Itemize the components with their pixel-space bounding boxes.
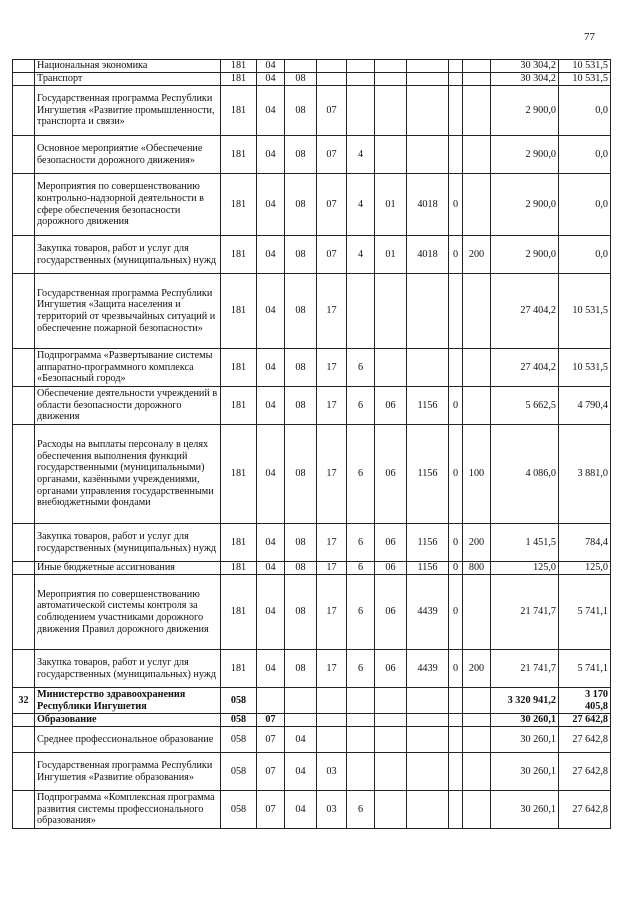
ministry-code: 058	[221, 688, 257, 714]
row-name: Транспорт	[35, 73, 221, 86]
row-number	[13, 753, 35, 791]
ministry-code: 181	[221, 524, 257, 562]
table-row	[13, 136, 611, 174]
row-name: Национальная экономика	[35, 60, 221, 73]
amount-2018: 30 304,2	[491, 73, 559, 86]
row-number	[13, 524, 35, 562]
program-code: 03	[317, 791, 347, 829]
table-row	[13, 236, 611, 274]
amount-2018: 30 260,1	[491, 753, 559, 791]
section-code: 04	[257, 274, 285, 349]
program-code: 07	[317, 174, 347, 236]
row-number	[13, 650, 35, 688]
expense-type-code	[463, 714, 491, 727]
program-code: 17	[317, 575, 347, 650]
subsection-code: 08	[285, 387, 317, 425]
subsection-code: 08	[285, 575, 317, 650]
section-code: 04	[257, 562, 285, 575]
row-name: Образование	[35, 714, 221, 727]
table-row	[13, 575, 611, 650]
subsection-code: 08	[285, 86, 317, 136]
amount-2018: 21 741,7	[491, 575, 559, 650]
event-code	[375, 753, 407, 791]
subprogram-code: 6	[347, 575, 375, 650]
suffix-code	[449, 60, 463, 73]
subsection-code: 08	[285, 274, 317, 349]
section-code: 04	[257, 387, 285, 425]
amount-2018: 3 320 941,2	[491, 688, 559, 714]
amount-2019: 4 790,4	[559, 387, 611, 425]
direction-code	[407, 86, 449, 136]
amount-2018: 30 304,2	[491, 60, 559, 73]
amount-2019: 784,4	[559, 524, 611, 562]
program-code: 03	[317, 753, 347, 791]
subsection-code: 08	[285, 136, 317, 174]
direction-code	[407, 60, 449, 73]
section-code: 04	[257, 60, 285, 73]
suffix-code: 0	[449, 524, 463, 562]
ministry-code: 181	[221, 650, 257, 688]
subprogram-code	[347, 73, 375, 86]
event-code	[375, 73, 407, 86]
suffix-code	[449, 714, 463, 727]
row-name: Министерство здравоохранения Республики Ингушетия	[35, 688, 221, 714]
row-name: Расходы на выплаты персоналу в целях обеспечения выполнения функций государственными (муниципальными) органами, казёнными учреждениями, органами управления государственными внебюджетными фондами	[35, 425, 221, 524]
section-code: 04	[257, 524, 285, 562]
program-code	[317, 727, 347, 753]
subprogram-code: 6	[347, 524, 375, 562]
amount-2019: 10 531,5	[559, 60, 611, 73]
row-name: Иные бюджетные ассигнования	[35, 562, 221, 575]
amount-2019: 27 642,8	[559, 753, 611, 791]
amount-2018: 2 900,0	[491, 86, 559, 136]
row-name: Среднее профессиональное образование	[35, 727, 221, 753]
row-name: Закупка товаров, работ и услуг для государственных (муниципальных) нужд	[35, 524, 221, 562]
suffix-code	[449, 753, 463, 791]
budget-table	[12, 59, 611, 829]
expense-type-code	[463, 727, 491, 753]
event-code	[375, 86, 407, 136]
subsection-code: 04	[285, 727, 317, 753]
expense-type-code: 200	[463, 236, 491, 274]
row-number	[13, 791, 35, 829]
amount-2019: 10 531,5	[559, 274, 611, 349]
suffix-code	[449, 349, 463, 387]
amount-2019: 10 531,5	[559, 349, 611, 387]
suffix-code: 0	[449, 387, 463, 425]
row-number	[13, 73, 35, 86]
section-code: 04	[257, 86, 285, 136]
section-code: 07	[257, 791, 285, 829]
suffix-code: 0	[449, 575, 463, 650]
ministry-code: 181	[221, 387, 257, 425]
subprogram-code: 6	[347, 425, 375, 524]
event-code: 06	[375, 524, 407, 562]
table-row	[13, 791, 611, 829]
row-number	[13, 174, 35, 236]
expense-type-code	[463, 274, 491, 349]
row-name: Основное мероприятие «Обеспечение безопасности дорожного движения»	[35, 136, 221, 174]
event-code	[375, 349, 407, 387]
section-code: 04	[257, 575, 285, 650]
row-name: Закупка товаров, работ и услуг для государственных (муниципальных) нужд	[35, 650, 221, 688]
ministry-code: 058	[221, 791, 257, 829]
amount-2018: 2 900,0	[491, 236, 559, 274]
program-code: 17	[317, 349, 347, 387]
subsection-code	[285, 60, 317, 73]
subsection-code: 08	[285, 236, 317, 274]
subsection-code: 08	[285, 73, 317, 86]
expense-type-code	[463, 575, 491, 650]
event-code: 06	[375, 425, 407, 524]
row-number	[13, 714, 35, 727]
section-code: 07	[257, 727, 285, 753]
table-row	[13, 753, 611, 791]
subprogram-code	[347, 727, 375, 753]
row-number: 32	[13, 688, 35, 714]
ministry-code: 181	[221, 86, 257, 136]
amount-2019: 27 642,8	[559, 791, 611, 829]
subsection-code: 08	[285, 650, 317, 688]
table-row	[13, 650, 611, 688]
subprogram-code	[347, 274, 375, 349]
program-code	[317, 688, 347, 714]
direction-code: 4439	[407, 650, 449, 688]
subprogram-code: 4	[347, 174, 375, 236]
ministry-code: 181	[221, 136, 257, 174]
subprogram-code: 6	[347, 349, 375, 387]
amount-2018: 2 900,0	[491, 136, 559, 174]
direction-code: 4018	[407, 236, 449, 274]
event-code: 06	[375, 575, 407, 650]
expense-type-code	[463, 387, 491, 425]
ministry-code: 181	[221, 274, 257, 349]
amount-2018: 27 404,2	[491, 349, 559, 387]
event-code	[375, 136, 407, 174]
program-code: 17	[317, 562, 347, 575]
suffix-code	[449, 136, 463, 174]
amount-2018: 4 086,0	[491, 425, 559, 524]
ministry-code: 058	[221, 714, 257, 727]
ministry-code: 181	[221, 575, 257, 650]
amount-2018: 27 404,2	[491, 274, 559, 349]
row-name: Подпрограмма «Развертывание системы аппаратно-программного комплекса «Безопасный город»	[35, 349, 221, 387]
expense-type-code	[463, 753, 491, 791]
amount-2018: 30 260,1	[491, 727, 559, 753]
expense-type-code: 200	[463, 524, 491, 562]
row-number	[13, 136, 35, 174]
direction-code	[407, 688, 449, 714]
table-row	[13, 524, 611, 562]
program-code	[317, 714, 347, 727]
amount-2019: 0,0	[559, 174, 611, 236]
subprogram-code	[347, 753, 375, 791]
event-code	[375, 727, 407, 753]
direction-code: 4439	[407, 575, 449, 650]
ministry-code: 058	[221, 727, 257, 753]
amount-2019: 27 642,8	[559, 727, 611, 753]
table-row	[13, 562, 611, 575]
subsection-code: 08	[285, 425, 317, 524]
direction-code	[407, 791, 449, 829]
table-row	[13, 60, 611, 73]
subprogram-code: 4	[347, 136, 375, 174]
amount-2019: 5 741,1	[559, 650, 611, 688]
expense-type-code	[463, 86, 491, 136]
direction-code	[407, 714, 449, 727]
expense-type-code: 200	[463, 650, 491, 688]
subsection-code	[285, 688, 317, 714]
subsection-code: 08	[285, 524, 317, 562]
direction-code	[407, 274, 449, 349]
suffix-code	[449, 73, 463, 86]
direction-code	[407, 349, 449, 387]
subsection-code: 08	[285, 562, 317, 575]
row-name: Обеспечение деятельности учреждений в области безопасности дорожного движения	[35, 387, 221, 425]
table-row	[13, 714, 611, 727]
table-row	[13, 174, 611, 236]
program-code: 07	[317, 86, 347, 136]
amount-2019: 10 531,5	[559, 73, 611, 86]
event-code: 06	[375, 387, 407, 425]
subprogram-code	[347, 60, 375, 73]
expense-type-code	[463, 688, 491, 714]
subsection-code: 08	[285, 174, 317, 236]
row-number	[13, 60, 35, 73]
section-code: 04	[257, 174, 285, 236]
subsection-code: 04	[285, 791, 317, 829]
ministry-code: 181	[221, 562, 257, 575]
amount-2018: 2 900,0	[491, 174, 559, 236]
subsection-code	[285, 714, 317, 727]
row-name: Мероприятия по совершенствованию контрольно-надзорной деятельности в сфере обеспечения безопасности дорожного движения	[35, 174, 221, 236]
expense-type-code: 100	[463, 425, 491, 524]
row-number	[13, 727, 35, 753]
amount-2019: 0,0	[559, 136, 611, 174]
expense-type-code	[463, 73, 491, 86]
subprogram-code	[347, 688, 375, 714]
suffix-code: 0	[449, 650, 463, 688]
table-row	[13, 387, 611, 425]
program-code: 07	[317, 236, 347, 274]
event-code	[375, 714, 407, 727]
direction-code: 1156	[407, 524, 449, 562]
section-code: 04	[257, 73, 285, 86]
row-number	[13, 425, 35, 524]
event-code: 06	[375, 650, 407, 688]
amount-2019: 125,0	[559, 562, 611, 575]
amount-2019: 0,0	[559, 86, 611, 136]
ministry-code: 181	[221, 60, 257, 73]
subprogram-code: 6	[347, 562, 375, 575]
program-code: 17	[317, 425, 347, 524]
row-number	[13, 274, 35, 349]
section-code: 04	[257, 349, 285, 387]
row-number	[13, 575, 35, 650]
ministry-code: 181	[221, 236, 257, 274]
expense-type-code	[463, 791, 491, 829]
event-code: 01	[375, 174, 407, 236]
expense-type-code	[463, 136, 491, 174]
direction-code	[407, 136, 449, 174]
section-code: 04	[257, 236, 285, 274]
section-code: 04	[257, 136, 285, 174]
subprogram-code	[347, 714, 375, 727]
amount-2018: 30 260,1	[491, 714, 559, 727]
direction-code: 1156	[407, 425, 449, 524]
ministry-code: 181	[221, 425, 257, 524]
row-name: Подпрограмма «Комплексная программа развития системы профессионального образования»	[35, 791, 221, 829]
program-code	[317, 60, 347, 73]
subprogram-code: 4	[347, 236, 375, 274]
row-name: Мероприятия по совершенствованию автоматической системы контроля за соблюдением участниками дорожного движения Правил дорожного движения	[35, 575, 221, 650]
table-row	[13, 688, 611, 714]
section-code: 07	[257, 714, 285, 727]
program-code: 07	[317, 136, 347, 174]
direction-code: 1156	[407, 387, 449, 425]
amount-2018: 125,0	[491, 562, 559, 575]
table-row	[13, 425, 611, 524]
row-name: Государственная программа Республики Ингушетия «Развитие образования»	[35, 753, 221, 791]
section-code: 07	[257, 753, 285, 791]
table-row	[13, 274, 611, 349]
row-number	[13, 349, 35, 387]
event-code: 06	[375, 562, 407, 575]
direction-code	[407, 73, 449, 86]
amount-2018: 21 741,7	[491, 650, 559, 688]
ministry-code: 058	[221, 753, 257, 791]
amount-2018: 30 260,1	[491, 791, 559, 829]
suffix-code	[449, 688, 463, 714]
table-row	[13, 727, 611, 753]
amount-2019: 27 642,8	[559, 714, 611, 727]
event-code	[375, 791, 407, 829]
subsection-code: 04	[285, 753, 317, 791]
program-code	[317, 73, 347, 86]
page-number: 77	[584, 31, 595, 43]
suffix-code	[449, 86, 463, 136]
suffix-code: 0	[449, 236, 463, 274]
suffix-code: 0	[449, 425, 463, 524]
direction-code: 4018	[407, 174, 449, 236]
program-code: 17	[317, 524, 347, 562]
table-row	[13, 73, 611, 86]
row-name: Государственная программа Республики Ингушетия «Развитие промышленности, транспорта и связи»	[35, 86, 221, 136]
direction-code	[407, 727, 449, 753]
subsection-code: 08	[285, 349, 317, 387]
program-code: 17	[317, 650, 347, 688]
expense-type-code	[463, 174, 491, 236]
amount-2018: 1 451,5	[491, 524, 559, 562]
suffix-code	[449, 791, 463, 829]
row-name: Государственная программа Республики Ингушетия «Защита населения и территорий от чрезвычайных ситуаций и обеспечение пожарной безопасности»	[35, 274, 221, 349]
row-number	[13, 387, 35, 425]
section-code	[257, 688, 285, 714]
ministry-code: 181	[221, 349, 257, 387]
subprogram-code: 6	[347, 791, 375, 829]
row-number	[13, 562, 35, 575]
row-number	[13, 86, 35, 136]
amount-2019: 5 741,1	[559, 575, 611, 650]
program-code: 17	[317, 274, 347, 349]
amount-2018: 5 662,5	[491, 387, 559, 425]
expense-type-code: 800	[463, 562, 491, 575]
suffix-code: 0	[449, 174, 463, 236]
section-code: 04	[257, 425, 285, 524]
suffix-code	[449, 274, 463, 349]
amount-2019: 3 881,0	[559, 425, 611, 524]
direction-code	[407, 753, 449, 791]
program-code: 17	[317, 387, 347, 425]
table-row	[13, 86, 611, 136]
direction-code: 1156	[407, 562, 449, 575]
event-code	[375, 60, 407, 73]
table-row	[13, 349, 611, 387]
event-code: 01	[375, 236, 407, 274]
ministry-code: 181	[221, 174, 257, 236]
amount-2019: 0,0	[559, 236, 611, 274]
ministry-code: 181	[221, 73, 257, 86]
expense-type-code	[463, 349, 491, 387]
row-name: Закупка товаров, работ и услуг для государственных (муниципальных) нужд	[35, 236, 221, 274]
suffix-code: 0	[449, 562, 463, 575]
row-number	[13, 236, 35, 274]
amount-2019: 3 170 405,8	[559, 688, 611, 714]
event-code	[375, 274, 407, 349]
expense-type-code	[463, 60, 491, 73]
suffix-code	[449, 727, 463, 753]
event-code	[375, 688, 407, 714]
section-code: 04	[257, 650, 285, 688]
subprogram-code: 6	[347, 650, 375, 688]
subprogram-code	[347, 86, 375, 136]
subprogram-code: 6	[347, 387, 375, 425]
